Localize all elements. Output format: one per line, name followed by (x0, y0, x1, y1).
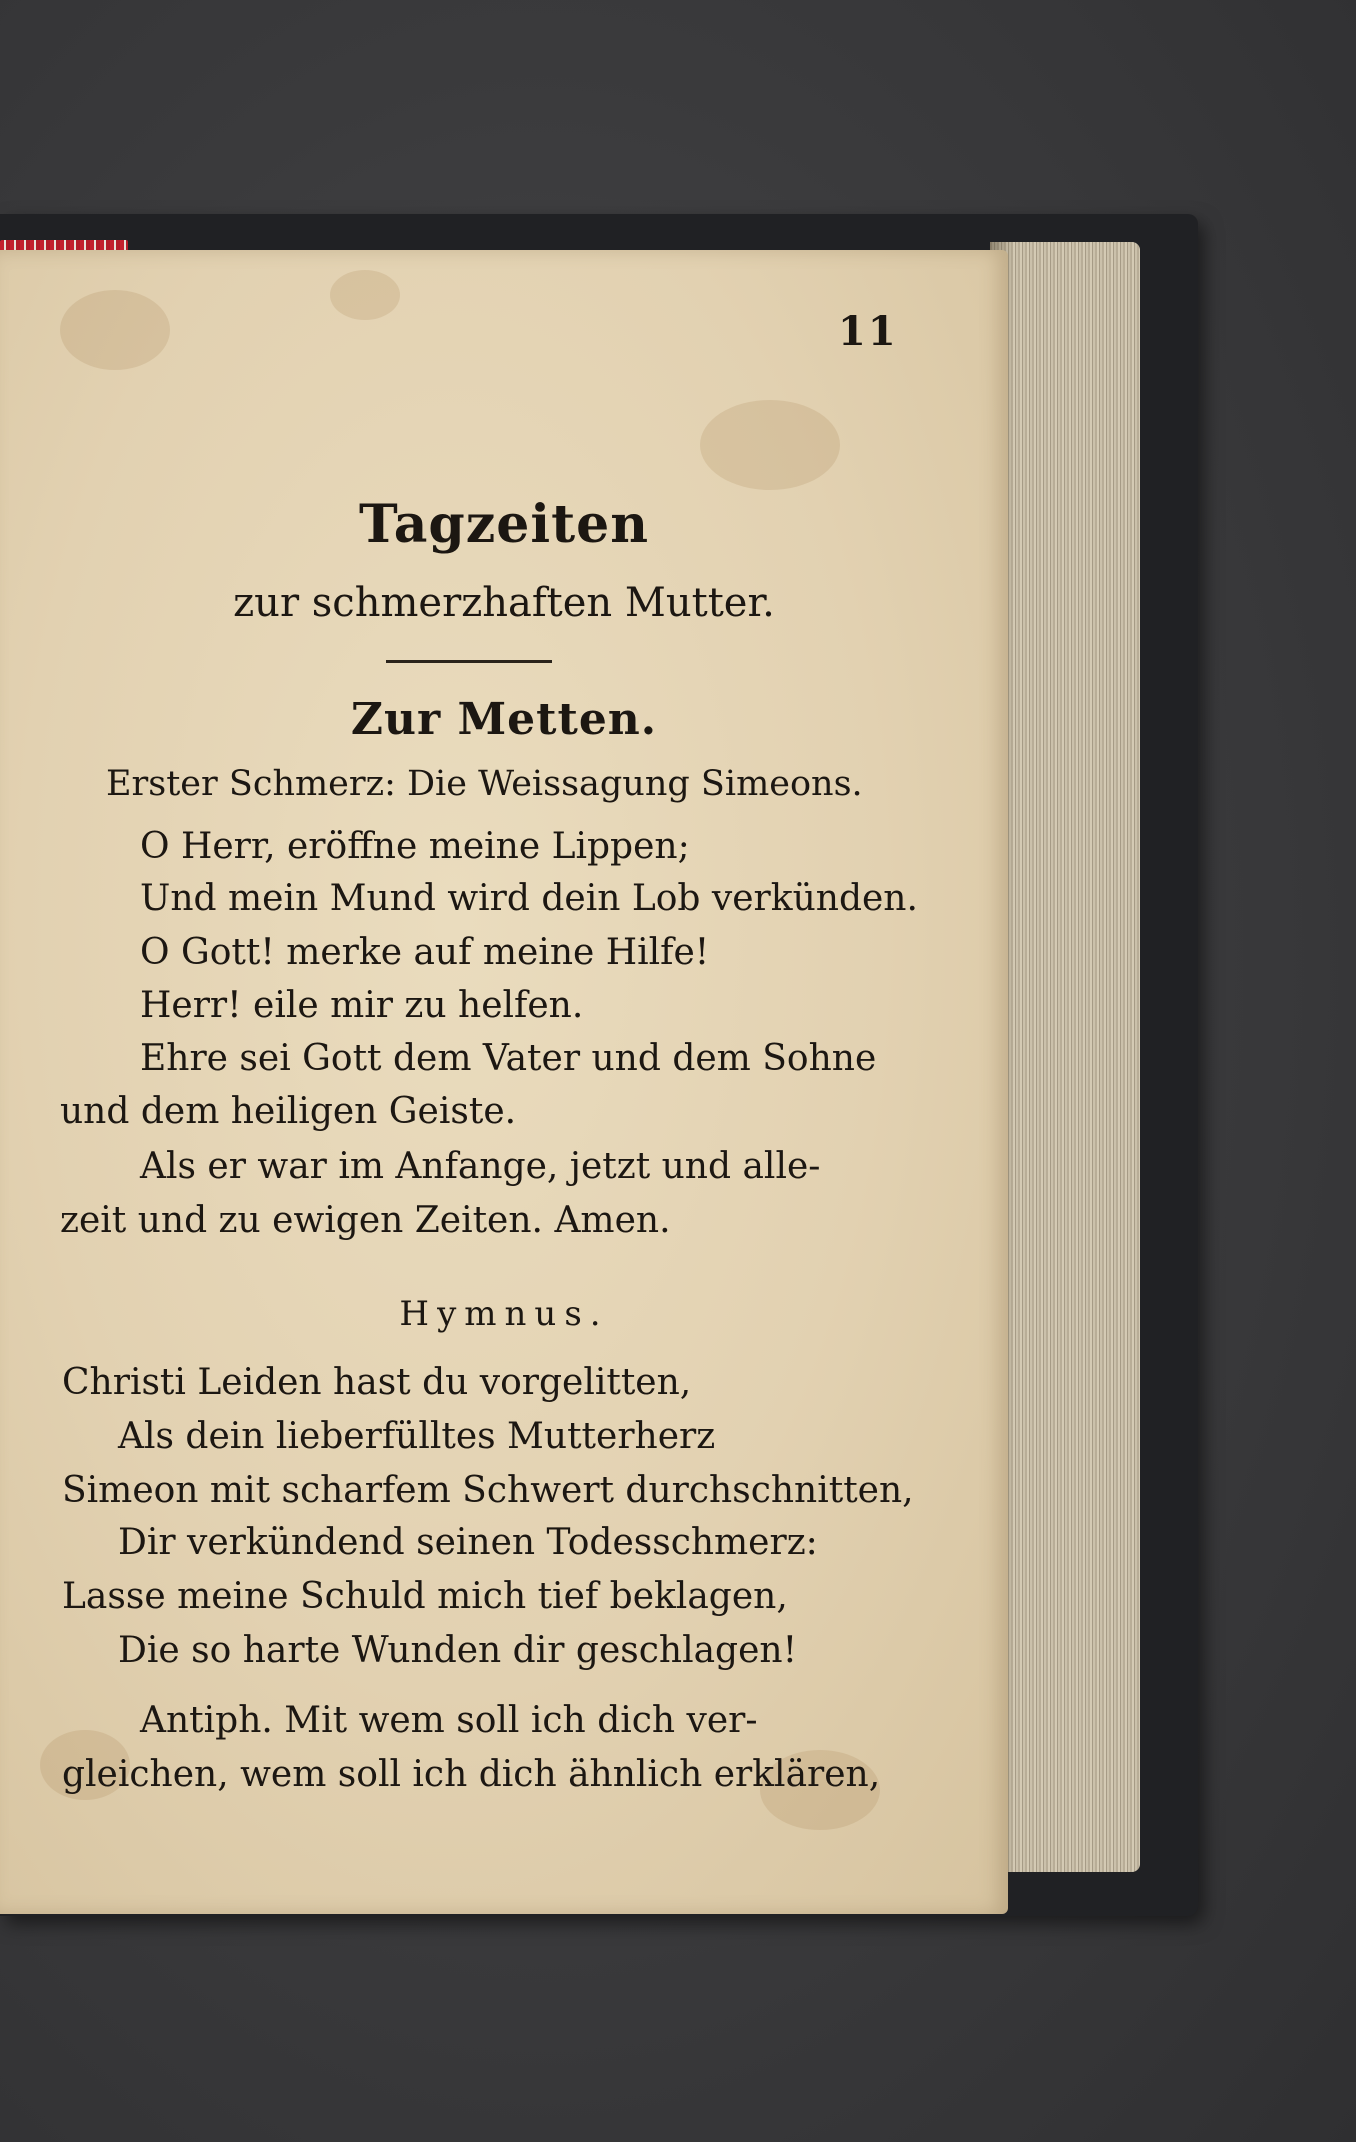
verse-line: O Herr, eröffne meine Lippen; (140, 826, 690, 867)
hymn-line: Als dein lieberfülltes Mutterherz (118, 1416, 716, 1457)
verse-line: und dem heiligen Geiste. (60, 1091, 517, 1132)
verse-line: Herr! eile mir zu helfen. (140, 985, 584, 1026)
antiphon-line: Antiph. Mit wem soll ich dich ver- (140, 1700, 758, 1741)
verse-line: O Gott! merke auf meine Hilfe! (140, 932, 710, 973)
page-text (0, 250, 1008, 1914)
pain-heading: Erster Schmerz: Die Weissagung Simeons. (106, 764, 863, 804)
section-heading: Zur Metten. (350, 694, 658, 745)
page-subtitle: zur schmerzhaften Mutter. (233, 580, 775, 626)
verse-line: Ehre sei Gott dem Vater und dem Sohne (140, 1038, 877, 1079)
verse-line: zeit und zu ewigen Zeiten. Amen. (60, 1200, 671, 1241)
hymn-line: Die so harte Wunden dir geschlagen! (118, 1630, 798, 1671)
hymn-line: Lasse meine Schuld mich tief beklagen, (62, 1576, 788, 1617)
verse-line: Als er war im Anfange, jetzt und alle- (140, 1146, 821, 1187)
hymn-line: Dir verkündend seinen Todesschmerz: (118, 1522, 818, 1563)
book-page (0, 250, 1008, 1914)
antiphon-line: gleichen, wem soll ich dich ähnlich erklären, (62, 1754, 881, 1795)
verse-line: Und mein Mund wird dein Lob verkünden. (140, 878, 918, 919)
hymn-line: Christi Leiden hast du vorgelitten, (62, 1362, 692, 1403)
page-number: 11 (838, 308, 898, 355)
divider-rule (386, 660, 552, 663)
page-title: Tagzeiten (358, 494, 650, 555)
hymn-line: Simeon mit scharfem Schwert durchschnitten, (62, 1470, 914, 1511)
hymn-heading: Hymnus. (399, 1294, 609, 1334)
